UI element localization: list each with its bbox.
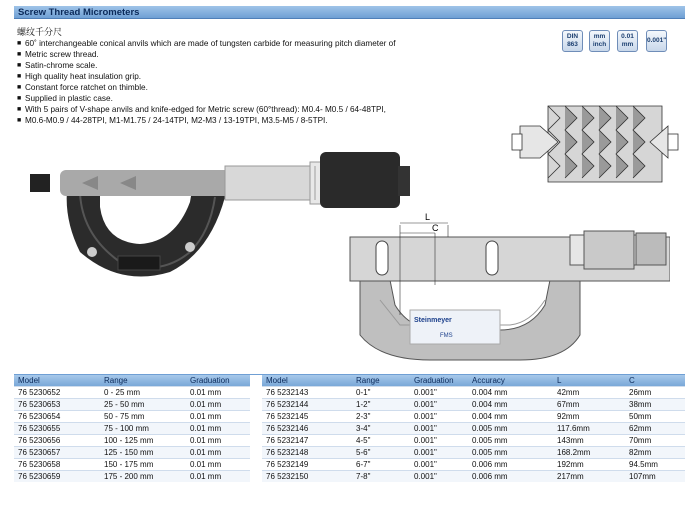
table-cell: 0.005 mm — [468, 446, 553, 458]
table-cell: 76 5230657 — [14, 446, 100, 458]
table-cell: 1-2" — [352, 398, 410, 410]
table-cell: 76 5232143 — [262, 386, 352, 398]
table-cell: 0.01 mm — [186, 398, 250, 410]
badge-line: mm — [593, 33, 606, 40]
table-row — [262, 470, 685, 482]
table-cell: 76 5230658 — [14, 458, 100, 470]
table-cell: 0.01 mm — [186, 422, 250, 434]
table-cell: 0.01 mm — [186, 446, 250, 458]
table-cell: 76 5232145 — [262, 410, 352, 422]
table-row — [14, 446, 250, 458]
table-cell: 76 5232148 — [262, 446, 352, 458]
table-cell: 0.01 mm — [186, 470, 250, 482]
table-cell: 75 - 100 mm — [100, 422, 186, 434]
badge-line: 0.001" — [647, 37, 667, 44]
column-header: Model — [262, 375, 352, 386]
table-row — [262, 386, 685, 398]
table-row — [262, 398, 685, 410]
table-cell: 0.01 mm — [186, 386, 250, 398]
table-cell: 0.001" — [410, 410, 468, 422]
brand-sub-text: FMS — [440, 333, 453, 339]
table-cell: 175 - 200 mm — [100, 470, 186, 482]
table-cell: 3-4" — [352, 422, 410, 434]
unit-badge — [589, 30, 610, 52]
feature-item: ■ Metric screw thread. — [17, 49, 457, 60]
feature-list — [17, 38, 457, 126]
inch-range-table — [262, 375, 685, 482]
resolution-badge — [617, 30, 638, 52]
table-row — [262, 434, 685, 446]
table-cell: 67mm — [553, 398, 625, 410]
dimension-label-c: C — [432, 223, 439, 233]
column-header: L — [553, 375, 625, 386]
table-cell: 0.005 mm — [468, 434, 553, 446]
table-cell: 82mm — [625, 446, 685, 458]
column-header: Graduation — [186, 375, 250, 386]
feature-item: ■ High quality heat insulation grip. — [17, 71, 457, 82]
badge-line: DIN — [566, 33, 579, 40]
table-cell: 168.2mm — [553, 446, 625, 458]
chinese-subtitle: 螺纹千分尺 — [17, 27, 63, 37]
dimension-label-l: L — [425, 212, 431, 222]
micrometer-diagram — [340, 205, 670, 365]
badge-line: 863 — [567, 41, 578, 48]
table-cell: 0.006 mm — [468, 458, 553, 470]
table-cell: 26mm — [625, 386, 685, 398]
table-cell: 76 5230655 — [14, 422, 100, 434]
table-cell: 0.004 mm — [468, 410, 553, 422]
table-cell: 0 - 25 mm — [100, 386, 186, 398]
table-cell: 0.001" — [410, 434, 468, 446]
table-row — [262, 446, 685, 458]
din-badge — [562, 30, 583, 52]
table-cell: 76 5232146 — [262, 422, 352, 434]
table-cell: 0-1" — [352, 386, 410, 398]
table-cell: 0.001" — [410, 446, 468, 458]
table-cell: 0.006 mm — [468, 470, 553, 482]
badge-line: mm — [621, 41, 634, 48]
table-cell: 4-5" — [352, 434, 410, 446]
table-row — [14, 410, 250, 422]
feature-item: ■ Constant force ratchet on thimble. — [17, 82, 457, 93]
table-cell: 0.01 mm — [186, 434, 250, 446]
inch-resolution-badge — [646, 30, 667, 52]
table-cell: 5-6" — [352, 446, 410, 458]
table-cell: 50 - 75 mm — [100, 410, 186, 422]
section-title: Screw Thread Micrometers — [18, 7, 140, 18]
table-cell: 0.001" — [410, 398, 468, 410]
table-cell: 217mm — [553, 470, 625, 482]
table-cell: 76 5230654 — [14, 410, 100, 422]
table-header-row — [14, 375, 250, 386]
table-cell: 38mm — [625, 398, 685, 410]
table-cell: 76 5230659 — [14, 470, 100, 482]
table-cell: 107mm — [625, 470, 685, 482]
table-cell: 76 5230656 — [14, 434, 100, 446]
table-cell: 70mm — [625, 434, 685, 446]
table-cell: 76 5232147 — [262, 434, 352, 446]
table-cell: 0.001" — [410, 458, 468, 470]
table-cell: 143mm — [553, 434, 625, 446]
table-row — [14, 458, 250, 470]
table-cell: 76 5232149 — [262, 458, 352, 470]
table-row — [14, 422, 250, 434]
badge-line: inch — [592, 41, 607, 48]
feature-item: ■ With 5 pairs of V-shape anvils and knife-edged for Metric screw (60°thread): M0.4- M0.5 / 64-48TPI, — [17, 104, 457, 115]
table-cell: 0.001" — [410, 422, 468, 434]
table-cell: 62mm — [625, 422, 685, 434]
thread-anvil-illustration — [510, 98, 680, 190]
column-header: Accuracy — [468, 375, 553, 386]
feature-item: ■ 60˚ interchangeable conical anvils which are made of tungsten carbide for measuring pitch diameter of — [17, 38, 457, 49]
feature-item: ■ Satin-chrome scale. — [17, 60, 457, 71]
section-title-bar — [14, 6, 685, 19]
table-cell: 0.001" — [410, 470, 468, 482]
column-header: Range — [100, 375, 186, 386]
table-cell: 7-8" — [352, 470, 410, 482]
table-cell: 6-7" — [352, 458, 410, 470]
table-cell: 76 5232144 — [262, 398, 352, 410]
table-cell: 117.6mm — [553, 422, 625, 434]
table-cell: 150 - 175 mm — [100, 458, 186, 470]
table-cell: 76 5230652 — [14, 386, 100, 398]
table-row — [14, 398, 250, 410]
table-cell: 42mm — [553, 386, 625, 398]
table-cell: 0.01 mm — [186, 410, 250, 422]
column-header: Range — [352, 375, 410, 386]
table-cell: 94.5mm — [625, 458, 685, 470]
table-row — [262, 422, 685, 434]
table-cell: 0.004 mm — [468, 398, 553, 410]
table-cell: 2-3" — [352, 410, 410, 422]
feature-item: ■ Supplied in plastic case. — [17, 93, 457, 104]
column-header: Graduation — [410, 375, 468, 386]
table-row — [262, 410, 685, 422]
table-header-row — [262, 375, 685, 386]
table-cell: 76 5232150 — [262, 470, 352, 482]
table-cell: 0.004 mm — [468, 386, 553, 398]
column-header: Model — [14, 375, 100, 386]
table-cell: 192mm — [553, 458, 625, 470]
table-cell: 50mm — [625, 410, 685, 422]
metric-range-table — [14, 375, 250, 482]
table-cell: 100 - 125 mm — [100, 434, 186, 446]
table-cell: 25 - 50 mm — [100, 398, 186, 410]
table-cell: 0.01 mm — [186, 458, 250, 470]
table-row — [14, 470, 250, 482]
column-header: C — [625, 375, 685, 386]
table-cell: 0.005 mm — [468, 422, 553, 434]
table-cell: 92mm — [553, 410, 625, 422]
table-row — [262, 458, 685, 470]
table-row — [14, 434, 250, 446]
table-cell: 0.001" — [410, 386, 468, 398]
brand-logo-text: Steinmeyer — [414, 317, 452, 324]
feature-item: ■ M0.6-M0.9 / 44-28TPI, M1-M1.75 / 24-14TPI, M2-M3 / 13-19TPI, M3.5-M5 / 8-5TPI. — [17, 115, 457, 126]
table-cell: 76 5230653 — [14, 398, 100, 410]
badge-line: 0.01 — [621, 33, 634, 40]
table-cell: 125 - 150 mm — [100, 446, 186, 458]
table-row — [14, 386, 250, 398]
